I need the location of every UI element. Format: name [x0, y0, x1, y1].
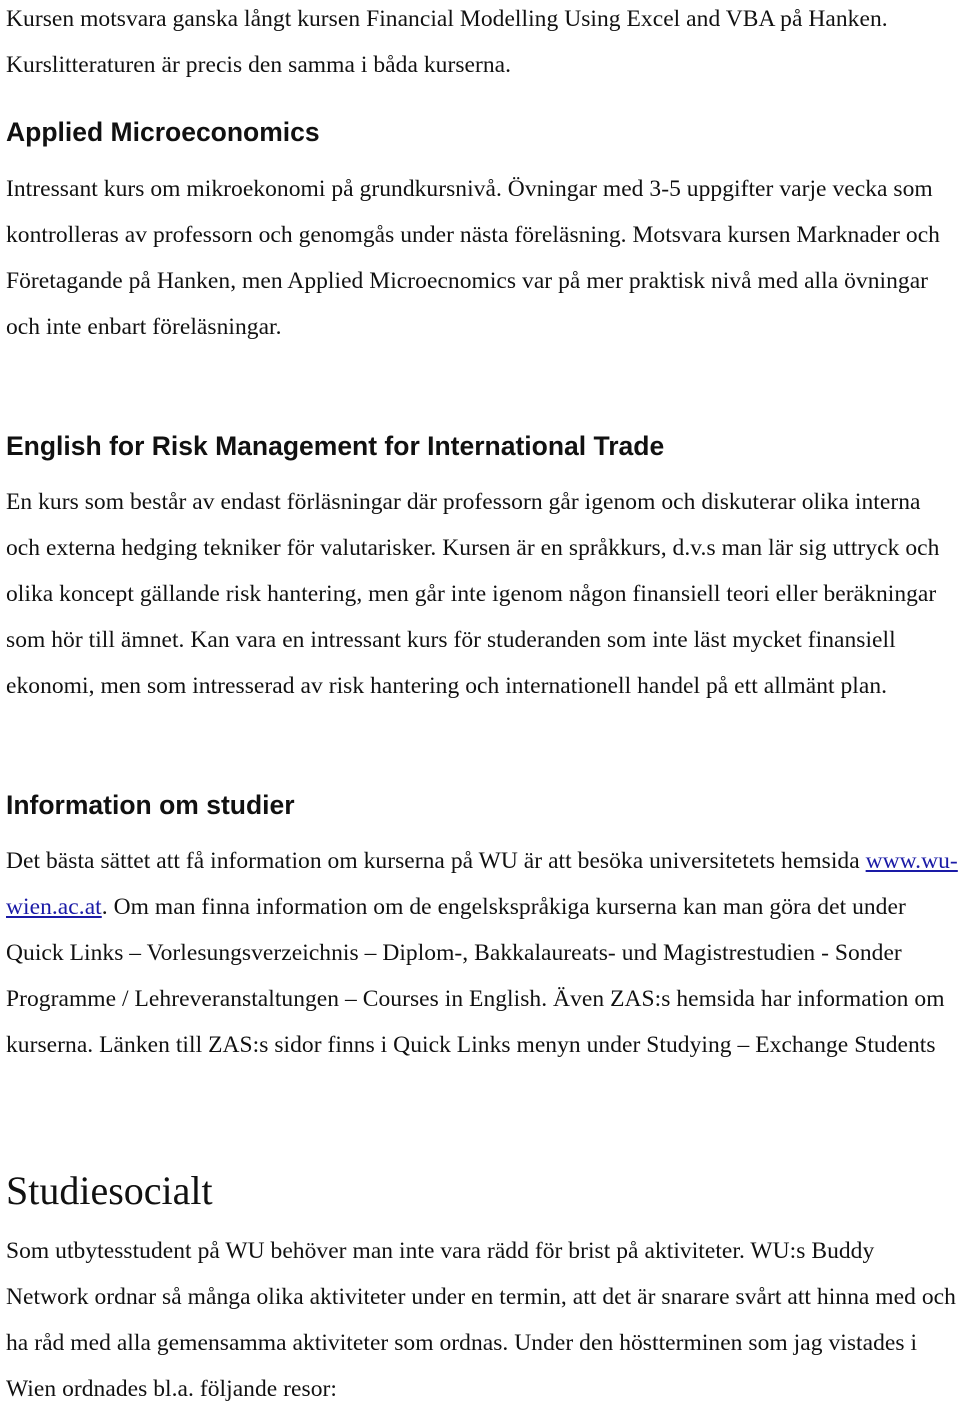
english-risk-heading: English for Risk Management for International Trade — [6, 431, 665, 461]
studiesocialt-paragraph: Som utbytesstudent på WU behöver man inte vara rädd för brist på aktiviteter. WU:s Buddy Network ordnar så många olika aktiviteter under en termin, att det är snarare svårt att hinna med och ha råd med alla gemensamma aktiviteter som ordnas. Under den höstterminen som jag vistades i Wien ordnades bl.a. följande resor: — [6, 1238, 956, 1402]
applied-microeconomics-paragraph: Intressant kurs om mikroekonomi på grundkursnivå. Övningar med 3-5 uppgifter varje vecka som kontrolleras av professorn och genomgås under nästa föreläsning. Motsvara kursen Marknader och Företagande på Hanken, men Applied Microecnomics var på mer praktisk nivå med alla övningar och inte enbart föreläsningar. — [6, 176, 940, 340]
information-heading: Information om studier — [6, 790, 295, 820]
wu-website-link[interactable]: www.wu-wien.ac.at — [6, 848, 958, 920]
information-text-before-link: Det bästa sättet att få information om kurserna på WU är att besöka universitetets hemsida — [6, 848, 866, 874]
studiesocialt-heading: Studiesocialt — [6, 1168, 213, 1213]
english-risk-paragraph: En kurs som består av endast förläsningar där professorn går igenom och diskuterar olika interna och externa hedging tekniker för valutarisker. Kursen är en språkkurs, d.v.s man lär sig uttryck och olika koncept gällande risk hantering, men går inte igenom någon finansiell teori eller beräkningar som hör till ämnet. Kan vara en intressant kurs för studeranden som inte läst mycket finansiell ekonomi, men som intresserad av risk hantering och internationell handel på ett allmänt plan. — [6, 489, 940, 699]
information-text-after-link: . Om man finna information om de engelskspråkiga kurserna kan man göra det under Quick Links – Vorlesungsverzeichnis – Diplom-, Bakkalaureats- und Magistrestudien - Sonder Programme / Lehreveranstaltungen – Courses in English. Även ZAS:s hemsida har information om kurserna. Länken till ZAS:s sidor finns i Quick Links menyn under Studying – Exchange Students — [6, 894, 945, 1058]
applied-microeconomics-heading: Applied Microeconomics — [6, 117, 320, 147]
intro-paragraph: Kursen motsvara ganska långt kursen Financial Modelling Using Excel and VBA på Hanken. Kurslitteraturen är precis den samma i båda kurserna. — [6, 6, 888, 78]
information-paragraph — [6, 838, 958, 1068]
